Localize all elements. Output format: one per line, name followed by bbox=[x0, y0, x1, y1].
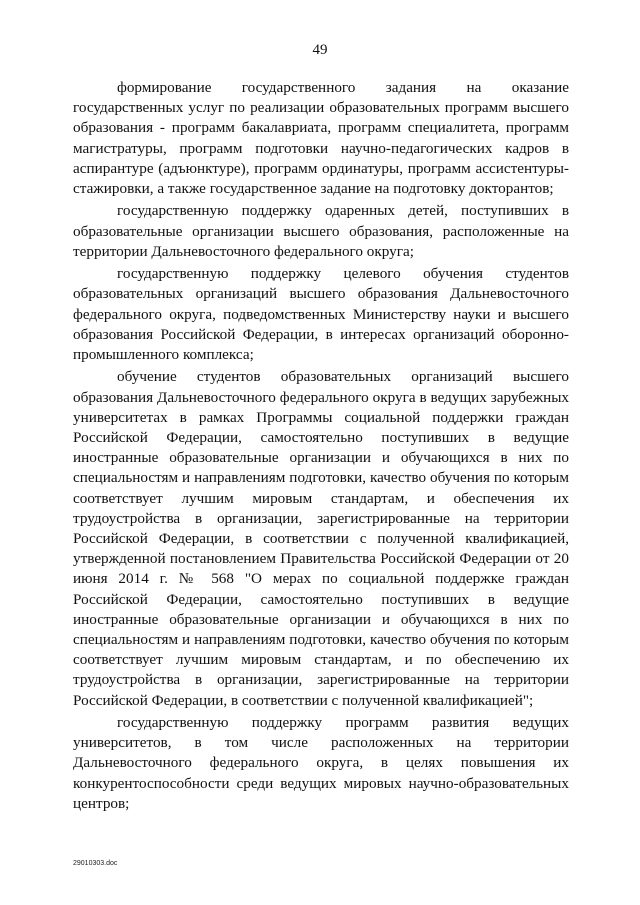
document-body bbox=[73, 78, 569, 816]
paragraph-foreign-universities-training: обучение студентов образовательных организаций высшего образования Дальневосточного федерального округа в ведущих зарубежных университетах в рамках Программы социальной поддержки граждан Российской Федерации, самостоятельно поступивших в ведущие иностранные образовательные организации и обучающихся в них по специальностям и направлениям подготовки, качество обучения по которым соответствует лучшим мировым стандартам, и обеспечения их трудоустройства в организации, зарегистрированные на территории Российской Федерации, в соответствии с полученной квалификацией, утвержденной постановлением Правительства Российской Федерации от 20 июня 2014 г. № 568 "О мерах по социальной поддержке граждан Российской Федерации, самостоятельно поступивших в ведущие иностранные образовательные организации и обучающихся в них по специальностям и направлениям подготовки, качество обучения по которым соответствует лучшим мировым стандартам, и по обеспечению их трудоустройства в организации, зарегистрированные на территории Российской Федерации, в соответствии с полученной квалификацией"; bbox=[73, 368, 569, 709]
footer-file-code: 29010303.doc bbox=[73, 860, 118, 867]
page-number: 49 bbox=[312, 42, 328, 58]
paragraph-targeted-training-support: государственную поддержку целевого обучения студентов образовательных организаций высшего образования Дальневосточного федерального округа, подведомственных Министерству науки и высшего образования Российской Федерации, в интересах организаций оборонно-промышленного комплекса; bbox=[73, 265, 569, 364]
paragraph-gifted-children-support: государственную поддержку одаренных детей, поступивших в образовательные организации высшего образования, расположенные на территории Дальневосточного федерального округа; bbox=[73, 202, 569, 260]
paragraph-university-development-support: государственную поддержку программ развития ведущих университетов, в том числе расположенных на территории Дальневосточного федерального округа, в целях повышения их конкурентоспособности среди ведущих мировых научно-образовательных центров; bbox=[73, 714, 569, 812]
paragraph-state-assignment: формирование государственного задания на оказание государственных услуг по реализации образовательных программ высшего образования - программ бакалавриата, программ специалитета, программ магистратуры, программ подготовки научно-педагогических кадров в аспирантуре (адъюнктуре), программ ординатуры, программ ассистентуры-стажировки, а также государственное задание на подготовку докторантов; bbox=[73, 79, 569, 198]
